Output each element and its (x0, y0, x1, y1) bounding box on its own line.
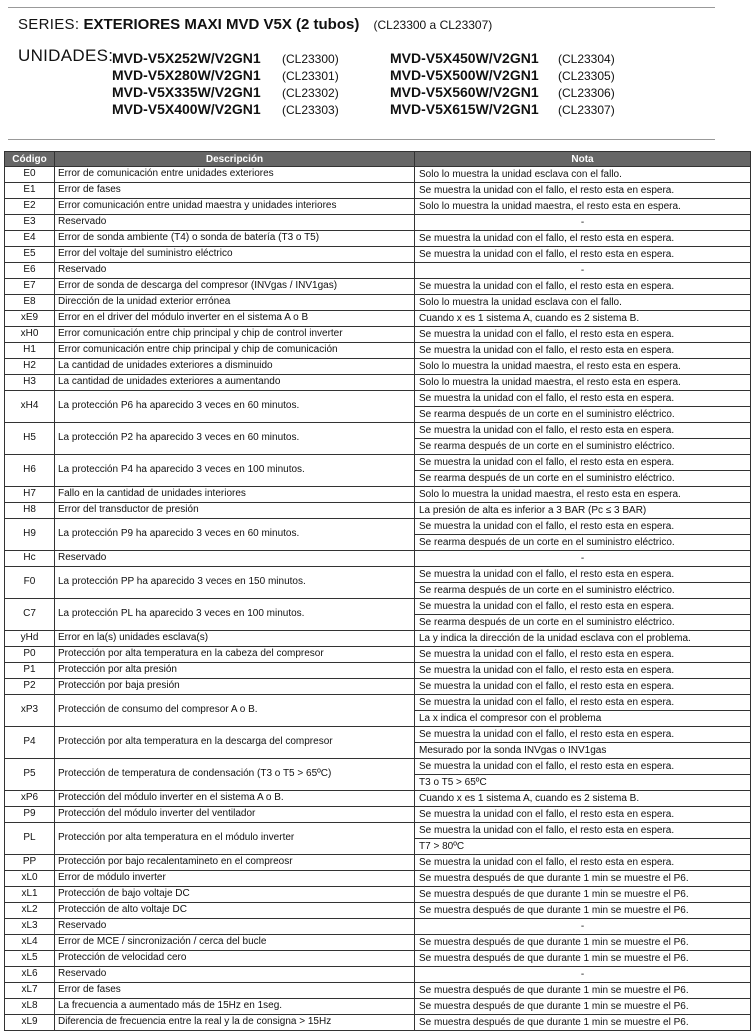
error-code: P1 (5, 663, 55, 679)
error-note (415, 631, 751, 647)
table-row (5, 855, 751, 871)
error-code: E5 (5, 247, 55, 263)
error-note (415, 567, 751, 599)
note-line: Se muestra después de que durante 1 min se muestre el P6. (419, 1017, 689, 1028)
error-description: La protección P9 ha aparecido 3 veces en 60 minutos. (55, 519, 415, 551)
error-code: H6 (5, 455, 55, 487)
unit-code: (CL23304) (558, 52, 615, 66)
note-line: Se muestra la unidad con el fallo, el resto esta en espera. (419, 825, 675, 836)
error-description: Protección por bajo recalentamineto en el compreosr (55, 855, 415, 871)
table-row (5, 247, 751, 263)
note-line: La y indica la dirección de la unidad esclava con el problema. (419, 633, 691, 644)
error-description: Error de MCE / sincronización / cerca del bucle (55, 935, 415, 951)
header-note: Nota (415, 152, 751, 167)
note-line: La presión de alta es inferior a 3 BAR (Pc ≤ 3 BAR) (419, 505, 647, 516)
error-description: Protección del módulo inverter en el sistema A o B. (55, 791, 415, 807)
error-note (415, 423, 751, 455)
note-line: Se muestra la unidad con el fallo, el resto esta en espera. (419, 393, 675, 404)
error-description: Error del voltaje del suministro eléctrico (55, 247, 415, 263)
note-line: Se rearma después de un corte en el suministro eléctrico. (415, 406, 750, 422)
unit-code: (CL23302) (282, 86, 339, 100)
error-description: Protección de alto voltaje DC (55, 903, 415, 919)
error-note (415, 903, 751, 919)
error-code: PP (5, 855, 55, 871)
error-description: La protección PP ha aparecido 3 veces en 150 minutos. (55, 567, 415, 599)
error-code: H9 (5, 519, 55, 551)
error-code: H5 (5, 423, 55, 455)
units-label: UNIDADES: (18, 46, 114, 65)
error-description: La cantidad de unidades exteriores a aumentando (55, 375, 415, 391)
table-row (5, 503, 751, 519)
note-line: Se muestra después de que durante 1 min se muestre el P6. (419, 985, 689, 996)
note-line: Se rearma después de un corte en el suministro eléctrico. (415, 582, 750, 598)
note-line: - (580, 553, 585, 564)
table-row (5, 359, 751, 375)
error-note (415, 647, 751, 663)
series-range: (CL23300 a CL23307) (373, 18, 493, 32)
note-line: Cuando x es 1 sistema A, cuando es 2 sistema B. (419, 313, 640, 324)
table-row (5, 935, 751, 951)
error-note (415, 215, 751, 231)
error-note (415, 599, 751, 631)
table-row (5, 887, 751, 903)
note-line: - (580, 265, 585, 276)
unit-model: MVD-V5X615W/V2GN1 (390, 101, 539, 117)
error-description: Protección por alta temperatura en la cabeza del compresor (55, 647, 415, 663)
error-code: E3 (5, 215, 55, 231)
error-code: xL3 (5, 919, 55, 935)
error-note (415, 951, 751, 967)
error-description: La frecuencia a aumentado más de 15Hz en 1seg. (55, 999, 415, 1015)
table-row (5, 903, 751, 919)
error-code: xL8 (5, 999, 55, 1015)
unit-row (390, 84, 615, 101)
error-description: Error del transductor de presión (55, 503, 415, 519)
units-list-right (390, 50, 615, 118)
error-description: La protección PL ha aparecido 3 veces en 100 minutos. (55, 599, 415, 631)
error-note (415, 871, 751, 887)
note-line: Se muestra la unidad con el fallo, el resto esta en espera. (419, 601, 675, 612)
header-rule (8, 139, 715, 140)
unit-row (112, 101, 339, 118)
note-line: Cuando x es 1 sistema A, cuando es 2 sistema B. (419, 793, 640, 804)
error-description: Error comunicación entre unidad maestra y unidades interiores (55, 199, 415, 215)
table-row (5, 919, 751, 935)
error-note (415, 167, 751, 183)
error-code: H2 (5, 359, 55, 375)
error-description: Reservado (55, 551, 415, 567)
note-line: Se muestra la unidad con el fallo, el resto esta en espera. (419, 649, 675, 660)
note-line: Se muestra después de que durante 1 min se muestre el P6. (419, 937, 689, 948)
table-row (5, 231, 751, 247)
error-note (415, 359, 751, 375)
table-row (5, 647, 751, 663)
error-code: H3 (5, 375, 55, 391)
error-description: Protección por alta presión (55, 663, 415, 679)
error-description: Protección de consumo del compresor A o B. (55, 695, 415, 727)
error-note (415, 247, 751, 263)
table-row (5, 599, 751, 631)
table-row (5, 519, 751, 551)
table-row (5, 183, 751, 199)
error-code: P5 (5, 759, 55, 791)
unit-row (112, 50, 339, 67)
error-code: E4 (5, 231, 55, 247)
note-line: Se muestra la unidad con el fallo, el resto esta en espera. (419, 681, 675, 692)
error-code: E6 (5, 263, 55, 279)
error-note (415, 519, 751, 551)
error-note (415, 263, 751, 279)
error-note (415, 999, 751, 1015)
note-line: Se muestra después de que durante 1 min se muestre el P6. (419, 905, 689, 916)
table-row (5, 871, 751, 887)
error-code: yHd (5, 631, 55, 647)
error-description: Error comunicación entre chip principal y chip de control inverter (55, 327, 415, 343)
unit-model: MVD-V5X252W/V2GN1 (112, 50, 261, 66)
note-line: La x indica el compresor con el problema (415, 710, 750, 726)
table-row (5, 807, 751, 823)
note-line: T7 > 80ºC (415, 838, 750, 854)
table-row (5, 279, 751, 295)
table-row (5, 551, 751, 567)
error-note (415, 679, 751, 695)
table-header-row (5, 152, 751, 167)
error-note (415, 663, 751, 679)
note-line: Se muestra la unidad con el fallo, el resto esta en espera. (419, 345, 675, 356)
table-row (5, 759, 751, 791)
note-line: Solo lo muestra la unidad maestra, el resto esta en espera. (419, 377, 681, 388)
error-description: La protección P4 ha aparecido 3 veces en 100 minutos. (55, 455, 415, 487)
error-code: H1 (5, 343, 55, 359)
note-line: Se muestra después de que durante 1 min se muestre el P6. (419, 889, 689, 900)
table-row (5, 295, 751, 311)
error-note (415, 295, 751, 311)
table-row (5, 215, 751, 231)
unit-row (390, 67, 615, 84)
note-line: Se muestra la unidad con el fallo, el resto esta en espera. (419, 569, 675, 580)
unit-code: (CL23306) (558, 86, 615, 100)
table-row (5, 679, 751, 695)
error-code: H7 (5, 487, 55, 503)
note-line: - (580, 969, 585, 980)
error-code: E1 (5, 183, 55, 199)
error-note (415, 231, 751, 247)
table-row (5, 375, 751, 391)
unit-model: MVD-V5X400W/V2GN1 (112, 101, 261, 117)
error-description: Protección de velocidad cero (55, 951, 415, 967)
error-description: Error de sonda ambiente (T4) o sonda de batería (T3 o T5) (55, 231, 415, 247)
error-description: Reservado (55, 215, 415, 231)
error-note (415, 807, 751, 823)
error-code: H8 (5, 503, 55, 519)
note-line: Solo lo muestra la unidad maestra, el resto esta en espera. (419, 361, 681, 372)
unit-code: (CL23307) (558, 103, 615, 117)
note-line: Se muestra después de que durante 1 min se muestre el P6. (419, 873, 689, 884)
table-row (5, 631, 751, 647)
note-line: Se muestra después de que durante 1 min se muestre el P6. (419, 953, 689, 964)
table-row (5, 791, 751, 807)
table-row (5, 327, 751, 343)
note-line: Se muestra después de que durante 1 min se muestre el P6. (419, 1001, 689, 1012)
error-note (415, 487, 751, 503)
note-line: Se muestra la unidad con el fallo, el resto esta en espera. (419, 281, 675, 292)
error-description: Protección del módulo inverter del ventilador (55, 807, 415, 823)
table-row (5, 263, 751, 279)
series-title: EXTERIORES MAXI MVD V5X (2 tubos) (83, 16, 360, 33)
note-line: Se muestra la unidad con el fallo, el resto esta en espera. (419, 697, 675, 708)
unit-row (112, 84, 339, 101)
note-line: Se muestra la unidad con el fallo, el resto esta en espera. (419, 249, 675, 260)
error-note (415, 551, 751, 567)
unit-code: (CL23300) (282, 52, 339, 66)
error-note (415, 327, 751, 343)
error-code: E8 (5, 295, 55, 311)
table-row (5, 167, 751, 183)
error-code: Hc (5, 551, 55, 567)
error-description: Error en la(s) unidades esclava(s) (55, 631, 415, 647)
table-row (5, 967, 751, 983)
table-row (5, 455, 751, 487)
table-row (5, 823, 751, 855)
error-code: xL5 (5, 951, 55, 967)
note-line: Se muestra la unidad con el fallo, el resto esta en espera. (419, 665, 675, 676)
error-description: Protección por baja presión (55, 679, 415, 695)
error-note (415, 343, 751, 359)
note-line: Se muestra la unidad con el fallo, el resto esta en espera. (419, 425, 675, 436)
error-description: La cantidad de unidades exteriores a disminuido (55, 359, 415, 375)
table-row (5, 999, 751, 1015)
error-code: F0 (5, 567, 55, 599)
note-line: Se muestra la unidad con el fallo, el resto esta en espera. (419, 521, 675, 532)
error-note (415, 823, 751, 855)
unit-model: MVD-V5X450W/V2GN1 (390, 50, 539, 66)
error-code: PL (5, 823, 55, 855)
error-description: Error de comunicación entre unidades exteriores (55, 167, 415, 183)
error-note (415, 455, 751, 487)
table-row (5, 663, 751, 679)
error-code-table (4, 151, 751, 1031)
unit-row (112, 67, 339, 84)
note-line: Se rearma después de un corte en el suministro eléctrico. (415, 438, 750, 454)
note-line: Se muestra la unidad con el fallo, el resto esta en espera. (419, 857, 675, 868)
note-line: Se muestra la unidad con el fallo, el resto esta en espera. (419, 233, 675, 244)
error-code: P4 (5, 727, 55, 759)
table-row (5, 343, 751, 359)
note-line: Se rearma después de un corte en el suministro eléctrico. (415, 534, 750, 550)
table-row (5, 391, 751, 423)
error-code: xL2 (5, 903, 55, 919)
error-note (415, 183, 751, 199)
note-line: Se rearma después de un corte en el suministro eléctrico. (415, 470, 750, 486)
unit-model: MVD-V5X500W/V2GN1 (390, 67, 539, 83)
error-code: xL1 (5, 887, 55, 903)
note-line: Solo lo muestra la unidad esclava con el fallo. (419, 169, 622, 180)
error-code: xL4 (5, 935, 55, 951)
error-code: xE9 (5, 311, 55, 327)
error-description: Reservado (55, 919, 415, 935)
error-note (415, 935, 751, 951)
error-description: Reservado (55, 967, 415, 983)
error-description: La protección P2 ha aparecido 3 veces en 60 minutos. (55, 423, 415, 455)
unit-row (390, 101, 615, 118)
error-description: Protección por alta temperatura en el módulo inverter (55, 823, 415, 855)
note-line: Se muestra la unidad con el fallo, el resto esta en espera. (419, 761, 675, 772)
note-line: Solo lo muestra la unidad esclava con el fallo. (419, 297, 622, 308)
error-description: Error en el driver del módulo inverter en el sistema A o B (55, 311, 415, 327)
note-line: T3 o T5 > 65ºC (415, 774, 750, 790)
error-note (415, 375, 751, 391)
unit-model: MVD-V5X335W/V2GN1 (112, 84, 261, 100)
error-note (415, 791, 751, 807)
unit-code: (CL23305) (558, 69, 615, 83)
error-description: Error de fases (55, 183, 415, 199)
error-description: Protección por alta temperatura en la descarga del compresor (55, 727, 415, 759)
unit-code: (CL23301) (282, 69, 339, 83)
error-code: xL0 (5, 871, 55, 887)
error-description: Error comunicación entre chip principal y chip de comunicación (55, 343, 415, 359)
error-code: E7 (5, 279, 55, 295)
error-note (415, 967, 751, 983)
note-line: - (580, 217, 585, 228)
error-code: xL9 (5, 1015, 55, 1031)
series-heading (18, 16, 492, 33)
error-code: E0 (5, 167, 55, 183)
table-row (5, 311, 751, 327)
table-row (5, 487, 751, 503)
error-note (415, 855, 751, 871)
note-line: Mesurado por la sonda INVgas o INV1gas (415, 742, 750, 758)
error-note (415, 199, 751, 215)
error-code: P0 (5, 647, 55, 663)
series-label: SERIES: (18, 16, 80, 33)
note-line: - (580, 921, 585, 932)
error-note (415, 919, 751, 935)
error-code: xP3 (5, 695, 55, 727)
unit-model: MVD-V5X280W/V2GN1 (112, 67, 261, 83)
error-code: P9 (5, 807, 55, 823)
unit-row (390, 50, 615, 67)
unit-model: MVD-V5X560W/V2GN1 (390, 84, 539, 100)
error-note (415, 727, 751, 759)
table-row (5, 983, 751, 999)
error-code: xL7 (5, 983, 55, 999)
note-line: Se muestra la unidad con el fallo, el resto esta en espera. (419, 185, 675, 196)
header-code: Código (5, 152, 55, 167)
error-description: Diferencia de frecuencia entre la real y la de consigna > 15Hz (55, 1015, 415, 1031)
note-line: Solo lo muestra la unidad maestra, el resto esta en espera. (419, 201, 681, 212)
note-line: Se muestra la unidad con el fallo, el resto esta en espera. (419, 457, 675, 468)
error-description: Error de fases (55, 983, 415, 999)
note-line: Solo lo muestra la unidad maestra, el resto esta en espera. (419, 489, 681, 500)
table-row (5, 1015, 751, 1031)
table-row (5, 423, 751, 455)
error-note (415, 279, 751, 295)
table-row (5, 695, 751, 727)
error-note (415, 983, 751, 999)
error-description: Dirección de la unidad exterior errónea (55, 295, 415, 311)
error-description: La protección P6 ha aparecido 3 veces en 60 minutos. (55, 391, 415, 423)
note-line: Se muestra la unidad con el fallo, el resto esta en espera. (419, 809, 675, 820)
note-line: Se rearma después de un corte en el suministro eléctrico. (415, 614, 750, 630)
error-description: Error de módulo inverter (55, 871, 415, 887)
table-row (5, 567, 751, 599)
error-description: Protección de bajo voltaje DC (55, 887, 415, 903)
error-code: xH0 (5, 327, 55, 343)
table-row (5, 727, 751, 759)
table-row (5, 951, 751, 967)
error-description: Error de sonda de descarga del compresor (INVgas / INV1gas) (55, 279, 415, 295)
error-note (415, 759, 751, 791)
error-description: Fallo en la cantidad de unidades interiores (55, 487, 415, 503)
error-note (415, 311, 751, 327)
error-code: P2 (5, 679, 55, 695)
table-row (5, 199, 751, 215)
error-code: E2 (5, 199, 55, 215)
error-note (415, 503, 751, 519)
unit-code: (CL23303) (282, 103, 339, 117)
note-line: Se muestra la unidad con el fallo, el resto esta en espera. (419, 329, 675, 340)
units-list-left (112, 50, 339, 118)
error-note (415, 1015, 751, 1031)
top-rule (8, 7, 715, 8)
error-code: C7 (5, 599, 55, 631)
error-description: Protección de temperatura de condensación (T3 o T5 > 65ºC) (55, 759, 415, 791)
error-note (415, 887, 751, 903)
error-note (415, 695, 751, 727)
error-note (415, 391, 751, 423)
error-code: xP6 (5, 791, 55, 807)
header-description: Descripción (55, 152, 415, 167)
note-line: Se muestra la unidad con el fallo, el resto esta en espera. (419, 729, 675, 740)
error-code: xL6 (5, 967, 55, 983)
error-description: Reservado (55, 263, 415, 279)
error-code: xH4 (5, 391, 55, 423)
